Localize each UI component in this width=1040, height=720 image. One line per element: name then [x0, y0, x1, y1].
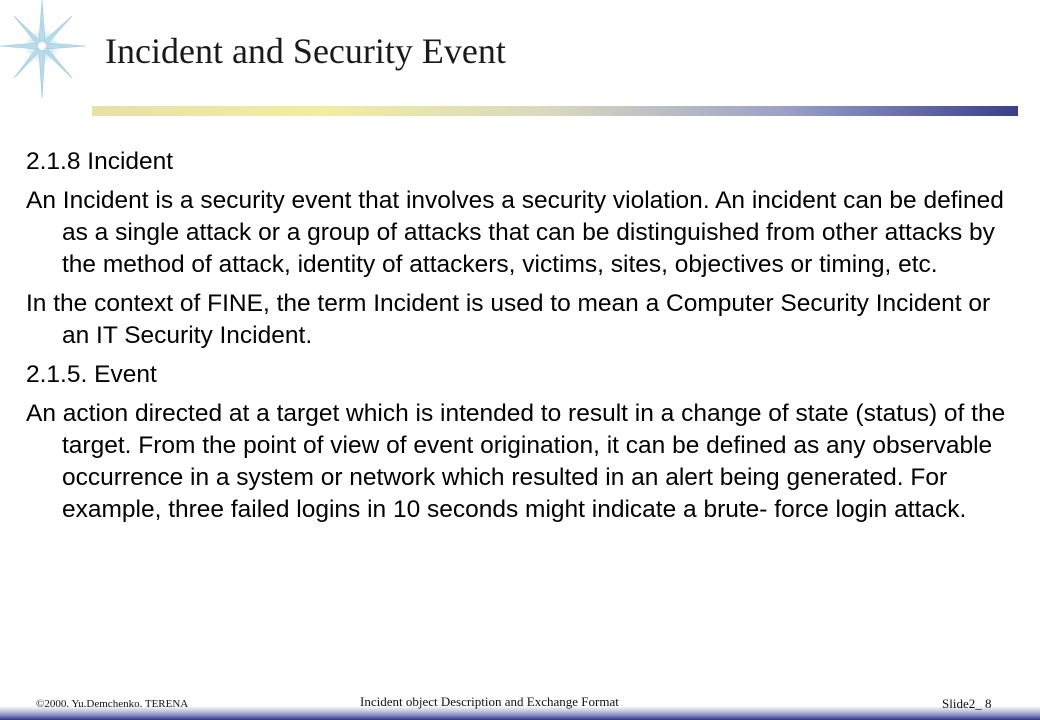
incident-context-note: In the context of FINE, the term Incident is used to mean a Computer Security Incident or an IT Security Incident.: [26, 290, 991, 349]
event-definition: An action directed at a target which is intended to result in a change of state (status) of the target. From the point of view of event origination, it can be defined as any observable occurrence in a system or network which resulted in an alert being generated. For example, three failed logins in 10 seconds might indicate a brute- force login attack.: [26, 400, 1006, 523]
section-heading-incident: 2.1.8 Incident: [26, 148, 174, 175]
footer-copyright: ©2000. Yu.Demchenko. TERENA: [36, 698, 189, 710]
slide-content: [26, 146, 1016, 533]
section-heading-event: 2.1.5. Event: [26, 361, 157, 388]
slide-title: Incident and Security Event: [105, 31, 506, 71]
title-underline: [92, 106, 1018, 116]
footer-slide-number: Slide2_ 8: [942, 696, 992, 711]
incident-definition: An Incident is a security event that involves a security violation. An incident can be defined as a single attack or a group of attacks that can be distinguished from other attacks by the method of attack, identity of attackers, victims, sites, objectives or timing, etc.: [26, 187, 1004, 278]
star-logo-icon: [0, 0, 86, 100]
footer-presentation-title: Incident object Description and Exchange Format: [360, 694, 619, 709]
